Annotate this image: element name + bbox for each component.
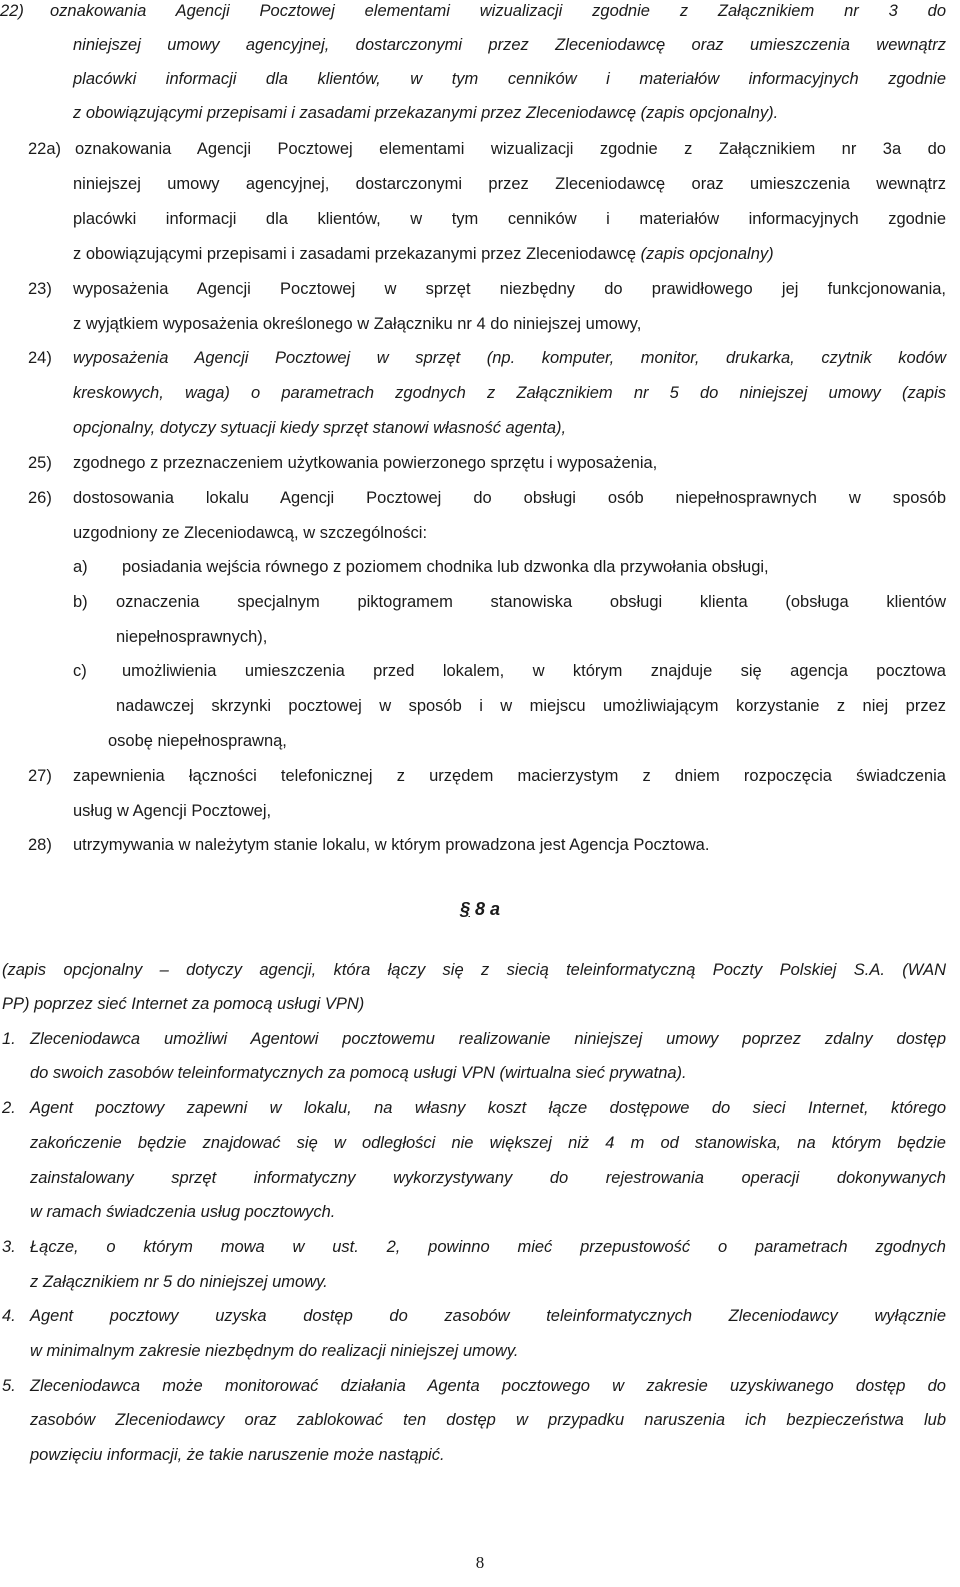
paragraph-text-line: do swoich zasobów teleinformatycznych za pomocą usługi VPN (wirtualna sieć prywatna). — [30, 1064, 687, 1082]
section-intro-line: (zapis opcjonalny – dotyczy agencji, która łączy się z siecią teleinformatyczną Poczty Polskiej S.A. (WAN — [2, 961, 946, 979]
item-text-line: niniejszej umowy agencyjnej, dostarczonymi przez Zleceniodawcę oraz umieszczenia wewnątrz — [73, 175, 946, 193]
item-text-line: usług w Agencji Pocztowej, — [73, 802, 272, 820]
subitem-marker: b) — [73, 593, 88, 611]
item-number: 27) — [28, 767, 52, 785]
item-text-line: oznakowania Agencji Pocztowej elementami wizualizacji zgodnie z Załącznikiem nr 3 do — [50, 2, 946, 20]
paragraph-text-line: w ramach świadczenia usług pocztowych. — [30, 1203, 336, 1221]
optional-clause-note: (zapis opcjonalny). — [640, 104, 779, 122]
paragraph-text-line: Zleceniodawca może monitorować działania Agenta pocztowego w zakresie uzyskiwanego dostęp do — [30, 1377, 946, 1395]
paragraph-text-line: Zleceniodawca umożliwi Agentowi pocztowemu realizowanie niniejszej umowy poprzez zdalny dostęp — [30, 1030, 946, 1048]
item-text-line: uzgodniony ze Zleceniodawcą, w szczególności: — [73, 524, 428, 542]
item-text-line: zgodnego z przeznaczeniem użytkowania powierzonego sprzętu i wyposażenia, — [73, 454, 658, 472]
section-label: 8 a — [475, 899, 501, 919]
item-text-line: kreskowych, waga) o parametrach zgodnych z Załącznikiem nr 5 do niniejszej umowy (zapis — [73, 384, 946, 402]
item-number: 25) — [28, 454, 52, 472]
paragraph-text-line: Agent pocztowy zapewni w lokalu, na własny koszt łącze dostępowe do sieci Internet, którego — [30, 1099, 946, 1117]
subitem-text-line: oznaczenia specjalnym piktogramem stanowiska obsługi klienta (obsługa klientów — [116, 593, 946, 611]
paragraph-text-line: w minimalnym zakresie niezbędnym do realizacji niniejszej umowy. — [30, 1342, 519, 1360]
paragraph-text-line: zakończenie będzie znajdować się w odległości nie większej niż 4 m od stanowiska, na którym będzie — [30, 1134, 946, 1152]
item-number: 23) — [28, 280, 52, 298]
item-text-line: utrzymywania w należytym stanie lokalu, w którym prowadzona jest Agencja Pocztowa. — [73, 836, 710, 854]
subitem-marker: a) — [73, 558, 88, 576]
item-number: 24) — [28, 349, 52, 367]
paragraph-text-line: zainstalowany sprzęt informatyczny wykorzystywany do rejestrowania operacji dokonywanych — [30, 1169, 946, 1187]
paragraph-number: 5. — [2, 1377, 16, 1395]
optional-clause-note: (zapis opcjonalny) — [640, 245, 774, 263]
paragraph-text-line: z Załącznikiem nr 5 do niniejszej umowy. — [30, 1273, 328, 1291]
section-heading — [0, 898, 960, 920]
item-text-line: zapewnienia łączności telefonicznej z urzędem macierzystym z dniem rozpoczęcia świadczenia — [73, 767, 946, 785]
item-number: 26) — [28, 489, 52, 507]
paragraph-text-line: powzięciu informacji, że takie naruszenie może nastąpić. — [30, 1446, 445, 1464]
item-number: 22a) — [28, 140, 62, 158]
subitem-marker: c) — [73, 662, 87, 680]
paragraph-text-line: zasobów Zleceniodawcy oraz zablokować ten dostęp w przypadku naruszenia ich bezpieczeństwa lub — [30, 1411, 946, 1429]
item-text-line: z wyjątkiem wyposażenia określonego w Załączniku nr 4 do niniejszej umowy, — [73, 315, 642, 333]
paragraph-number: 1. — [2, 1030, 16, 1048]
subitem-text-line: osobę niepełnosprawną, — [108, 732, 287, 750]
item-text-line: opcjonalny, dotyczy sytuacji kiedy sprzęt stanowi własność agenta), — [73, 419, 567, 437]
item-text-line: wyposażenia Agencji Pocztowej w sprzęt (np. komputer, monitor, drukarka, czytnik kodów — [73, 349, 946, 367]
paragraph-number: 3. — [2, 1238, 16, 1256]
paragraph-text-line: Agent pocztowy uzyska dostęp do zasobów teleinformatycznych Zleceniodawcy wyłącznie — [30, 1307, 946, 1325]
item-number: 28) — [28, 836, 52, 854]
item-text-line: z obowiązującymi przepisami i zasadami przekazanymi przez Zleceniodawcę (zapis opcjonalny). — [73, 104, 779, 122]
item-number: 22) — [0, 2, 24, 20]
section-intro-line: PP) poprzez sieć Internet za pomocą usługi VPN) — [2, 995, 365, 1013]
item-text-line: placówki informacji dla klientów, w tym cenników i materiałów informacyjnych zgodnie — [73, 210, 946, 228]
item-text-line: niniejszej umowy agencyjnej, dostarczonymi przez Zleceniodawcę oraz umieszczenia wewnątrz — [73, 36, 946, 54]
page-number: 8 — [475, 1553, 485, 1572]
subitem-text-line: posiadania wejścia równego z poziomem chodnika lub dzwonka dla przywołania obsługi, — [122, 558, 769, 576]
subitem-text-line: nadawczej skrzynki pocztowej w sposób i w miejscu umożliwiającym korzystanie z niej przez — [116, 697, 946, 715]
subitem-text-line: umożliwienia umieszczenia przed lokalem, w którym znajduje się agencja pocztowa — [122, 662, 946, 680]
section-symbol: § — [459, 899, 470, 919]
item-text-line: dostosowania lokalu Agencji Pocztowej do obsługi osób niepełnosprawnych w sposób — [73, 489, 946, 507]
item-text-line: z obowiązującymi przepisami i zasadami przekazanymi przez Zleceniodawcę (zapis opcjonalny) — [73, 245, 774, 263]
paragraph-number: 2. — [2, 1099, 16, 1117]
subitem-text-line: niepełnosprawnych), — [116, 628, 268, 646]
item-text-line: placówki informacji dla klientów, w tym cenników i materiałów informacyjnych zgodnie — [73, 70, 946, 88]
paragraph-number: 4. — [2, 1307, 16, 1325]
item-text-line: oznakowania Agencji Pocztowej elementami wizualizacji zgodnie z Załącznikiem nr 3a do — [75, 140, 946, 158]
item-text-line: wyposażenia Agencji Pocztowej w sprzęt niezbędny do prawidłowego jej funkcjonowania, — [73, 280, 946, 298]
paragraph-text-line: Łącze, o którym mowa w ust. 2, powinno mieć przepustowość o parametrach zgodnych — [30, 1238, 946, 1256]
